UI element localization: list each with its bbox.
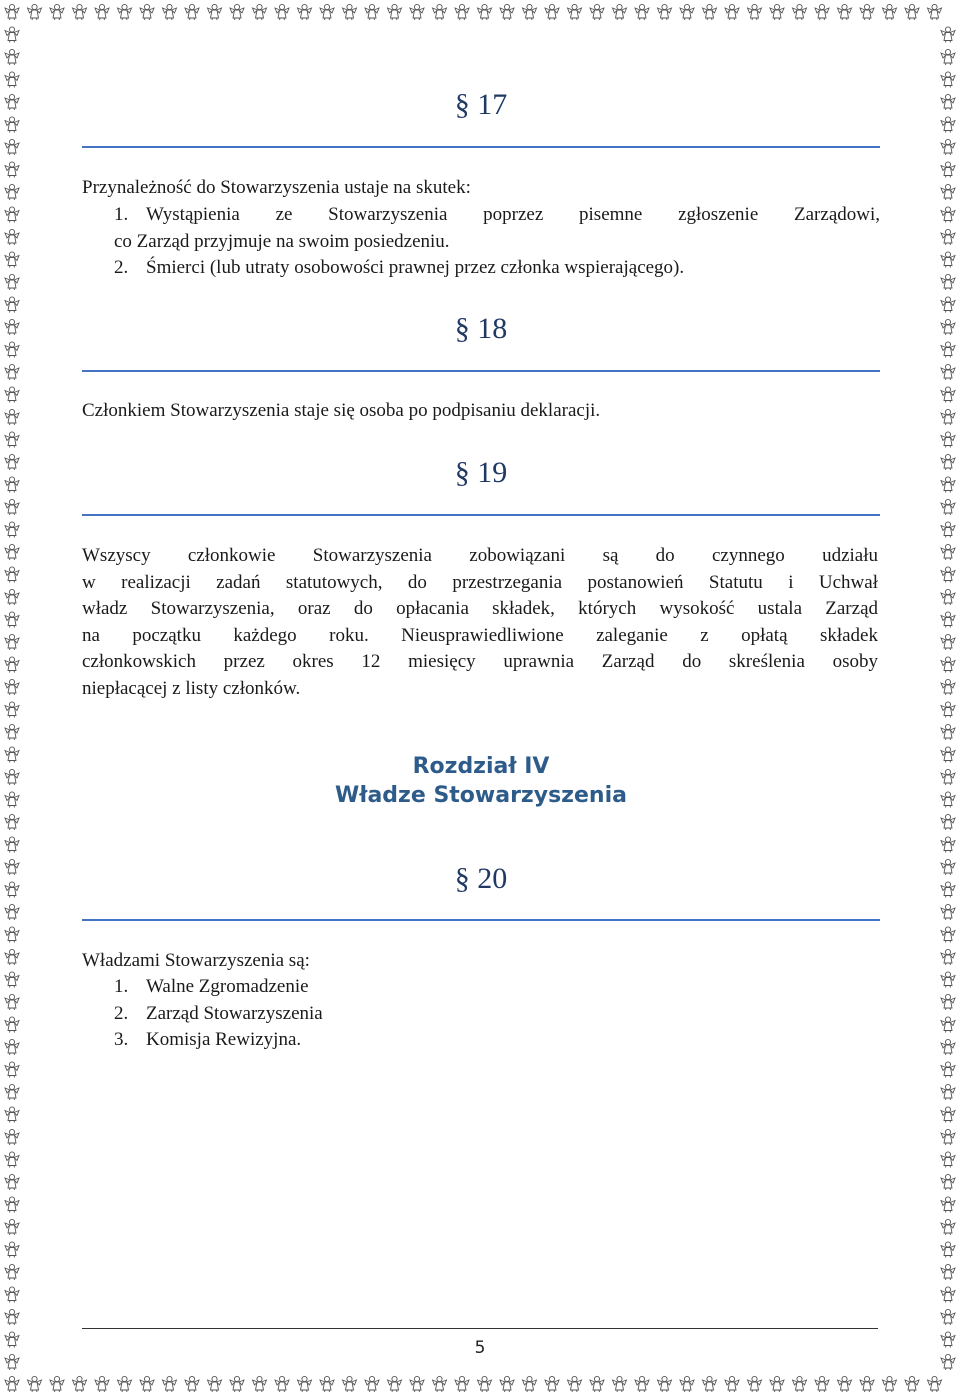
section-number: § 19	[454, 456, 508, 489]
paragraph-line: na początku każdego roku. Nieusprawiedliwione zaleganie z opłatą składek	[82, 624, 878, 646]
section-number: § 18	[454, 312, 508, 345]
chapter-title: Rozdział IV	[412, 754, 550, 779]
list-item-text: Zarząd Stowarzyszenia	[146, 1002, 323, 1024]
footer-rule	[82, 1328, 878, 1329]
list-item	[114, 202, 880, 255]
list-item-number: 2.	[114, 257, 129, 278]
list-item-line: co Zarząd przyjmuje na swoim posiedzeniu.	[114, 230, 450, 252]
paragraph-line: niepłacącej z listy członków.	[82, 677, 301, 699]
list-item	[114, 1001, 323, 1028]
page-number: 5	[474, 1338, 486, 1358]
paragraph-line: członkowskich przez okres 12 miesięcy uprawnia Zarząd do skreślenia osoby	[82, 651, 878, 672]
section-20-list	[114, 974, 323, 1054]
list-item-number: 1.	[114, 976, 129, 997]
section-number: § 20	[454, 862, 508, 895]
section-19-paragraph	[82, 543, 878, 702]
section-18-rule	[82, 370, 880, 372]
list-item-text: Walne Zgromadzenie	[146, 976, 309, 997]
list-item-line: Wystąpienia ze Stowarzyszenia poprzez pisemne zgłoszenie Zarządowi,	[146, 204, 880, 225]
list-item-number: 1.	[114, 204, 129, 225]
list-item	[114, 1027, 323, 1054]
chapter-subtitle: Władze Stowarzyszenia	[335, 783, 627, 808]
list-item	[114, 974, 323, 1001]
list-item-text: Śmierci (lub utraty osobowości prawnej przez członka wspierającego).	[146, 257, 685, 278]
section-17-list	[114, 202, 880, 282]
list-item-text: Komisja Rewizyjna.	[146, 1029, 302, 1050]
section-18-text: Członkiem Stowarzyszenia staje się osoba po podpisaniu deklaracji.	[82, 400, 601, 421]
section-19-rule	[82, 514, 880, 516]
section-20-intro: Władzami Stowarzyszenia są:	[82, 950, 310, 971]
section-17-heading	[82, 88, 880, 122]
paragraph-line: w realizacji zadań statutowych, do przestrzegania postanowień Statutu i Uchwał	[82, 571, 878, 593]
paragraph-line: Wszyscy członkowie Stowarzyszenia zobowiązani są do czynnego udziału	[82, 545, 878, 566]
paragraph-line: władz Stowarzyszenia, oraz do opłacania składek, których wysokość ustala Zarząd	[82, 598, 878, 619]
section-number: § 17	[454, 88, 508, 121]
section-18-heading	[82, 312, 880, 346]
list-item-number: 3.	[114, 1029, 129, 1050]
section-17-intro: Przynależność do Stowarzyszenia ustaje na skutek:	[82, 177, 471, 198]
list-item	[114, 255, 880, 282]
list-item-number: 2.	[114, 1002, 129, 1024]
list-item-text	[114, 202, 880, 255]
section-17-rule	[82, 146, 880, 148]
section-20-heading	[82, 862, 880, 896]
section-19-heading	[82, 456, 880, 490]
section-20-rule	[82, 919, 880, 921]
